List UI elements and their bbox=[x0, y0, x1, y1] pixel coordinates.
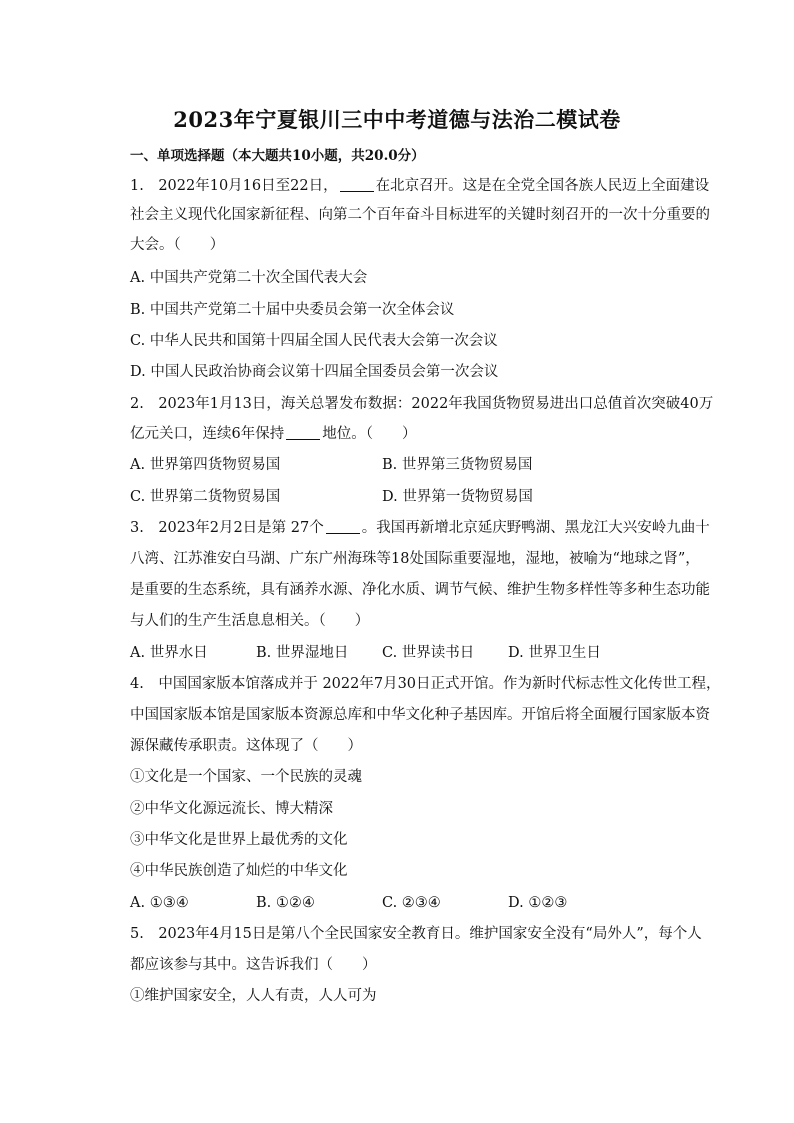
answer-blank bbox=[326, 519, 360, 534]
question-3-option-a[interactable]: A. 世界水日 bbox=[130, 645, 208, 661]
exam-title: 2023年宁夏银川三中中考道德与法治二模试卷 bbox=[173, 107, 621, 132]
question-2-option-c[interactable]: C. 世界第二货物贸易国 bbox=[130, 489, 281, 505]
section-heading: 一、单项选择题（本大题共10小题，共20.0分） bbox=[130, 148, 425, 164]
question-2-option-a[interactable]: A. 世界第四货物贸易国 bbox=[130, 457, 281, 473]
question-3-option-b[interactable]: B. 世界湿地日 bbox=[256, 645, 349, 661]
question-4-option-c[interactable]: C. ②③④ bbox=[382, 895, 441, 911]
question-3-line-4: 与人们的生产生活息息相关。（ ） bbox=[130, 613, 370, 629]
answer-blank bbox=[286, 425, 320, 440]
question-4-line-2: 中国国家版本馆是国家版本资源总库和中华文化种子基因库。开馆后将全面履行国家版本资 bbox=[130, 707, 710, 723]
question-4-option-b[interactable]: B. ①②④ bbox=[256, 895, 315, 911]
question-4-option-a[interactable]: A. ①③④ bbox=[130, 895, 189, 911]
question-2-option-d[interactable]: D. 世界第一货物贸易国 bbox=[382, 489, 533, 505]
question-4-statement-4: ④中华民族创造了灿烂的中华文化 bbox=[130, 863, 348, 879]
question-2-option-b[interactable]: B. 世界第三货物贸易国 bbox=[382, 457, 533, 473]
question-4-statement-1: ①文化是一个国家、一个民族的灵魂 bbox=[130, 769, 362, 785]
question-5-line-1: 5. 2023年4月15日是第八个全民国家安全教育日。维护国家安全没有“局外人”，每个人 bbox=[130, 926, 702, 942]
question-3-line-2: 八湾、江苏淮安白马湖、广东广州海珠等18处国际重要湿地，湿地，被喻为“地球之肾”， bbox=[130, 551, 700, 567]
question-5-statement-1: ①维护国家安全，人人有责，人人可为 bbox=[130, 988, 377, 1004]
question-4-option-d[interactable]: D. ①②③ bbox=[508, 895, 568, 911]
question-1-line-2: 社会主义现代化国家新征程、向第二个百年奋斗目标进军的关键时刻召开的一次十分重要的 bbox=[130, 207, 710, 223]
question-3-line-1: 3. 2023年2月2日是第 27个 。我国再新增北京延庆野鸭湖、黑龙江大兴安岭九曲十 bbox=[130, 520, 710, 536]
question-3-line-3: 是重要的生态系统，具有涵养水源、净化水质、调节气候、维护生物多样性等多种生态功能 bbox=[130, 582, 710, 598]
question-1-option-d[interactable]: D. 中国人民政治协商会议第十四届全国委员会第一次会议 bbox=[130, 364, 499, 380]
question-4-line-3: 源保藏传承职责。这体现了（ ） bbox=[130, 738, 362, 754]
question-2-line-1: 2. 2023年1月13日，海关总署发布数据：2022年我国货物贸易进出口总值首次突破40万 bbox=[130, 396, 714, 412]
question-1-option-a[interactable]: A. 中国共产党第二十次全国代表大会 bbox=[130, 270, 368, 286]
question-4-statement-3: ③中华文化是世界上最优秀的文化 bbox=[130, 832, 348, 848]
question-3-option-c[interactable]: C. 世界读书日 bbox=[382, 645, 475, 661]
question-1-line-3: 大会。（ ） bbox=[130, 237, 225, 253]
question-2-line-2: 亿元关口，连续6年保持 地位。（ ） bbox=[130, 426, 417, 442]
question-3-option-d[interactable]: D. 世界卫生日 bbox=[508, 645, 601, 661]
question-1-line-1: 1. 2022年10月16日至22日， 在北京召开。这是在全党全国各族人民迈上全面建设 bbox=[130, 178, 710, 194]
question-4-statement-2: ②中华文化源远流长、博大精深 bbox=[130, 801, 333, 817]
question-4-line-1: 4. 中国国家版本馆落成并于 2022年7月30日正式开馆。作为新时代标志性文化传世工程， bbox=[130, 676, 721, 692]
question-5-line-2: 都应该参与其中。这告诉我们（ ） bbox=[130, 957, 377, 973]
question-1-option-b[interactable]: B. 中国共产党第二十届中央委员会第一次全体会议 bbox=[130, 302, 455, 318]
answer-blank bbox=[340, 177, 374, 192]
question-1-option-c[interactable]: C. 中华人民共和国第十四届全国人民代表大会第一次会议 bbox=[130, 333, 498, 349]
